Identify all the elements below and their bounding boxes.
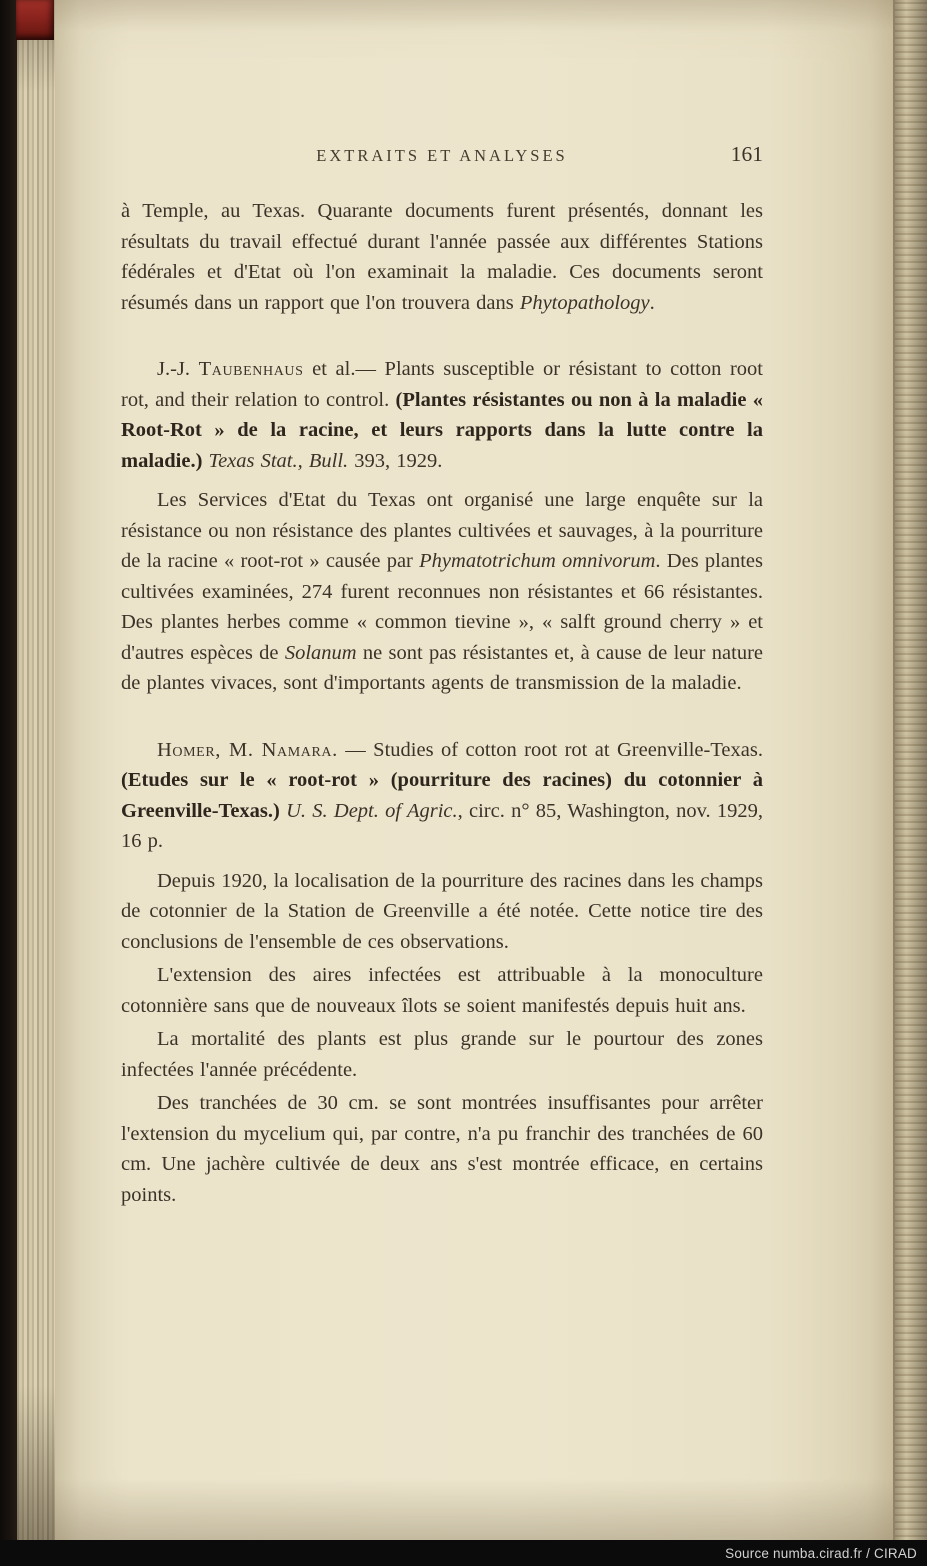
paragraph-continuation bbox=[121, 196, 763, 318]
header-title: EXTRAITS ET ANALYSES bbox=[316, 146, 568, 165]
bibliographic-entry-homer bbox=[121, 735, 763, 857]
text-segment-bold: (Plantes résistantes ou non à la maladie « Root-Rot » de la racine, et leurs rapports dans la lutte contre la maladie.) bbox=[121, 388, 764, 472]
text-segment: et al.— Plants susceptible or résistant to cotton root rot, and their relation to control. bbox=[121, 358, 763, 411]
book-spine bbox=[0, 0, 17, 1566]
paragraph-mortalite bbox=[121, 1024, 763, 1085]
source-attribution: Source numba.cirad.fr / CIRAD bbox=[725, 1545, 917, 1561]
bibliographic-entry-taubenhaus bbox=[121, 354, 763, 476]
text-segment: ne sont pas résistantes et, à cause de leur nature de plantes vivaces, sont d'importants agents de transmission de la maladie. bbox=[121, 641, 763, 694]
text-segment-italic: Phytopathology bbox=[519, 291, 650, 314]
text-segment: — Studies of cotton root rot at Greenville-Texas. bbox=[337, 738, 763, 761]
text-segment: . bbox=[649, 291, 655, 314]
text-segment-smallcaps: Homer, M. Namara. bbox=[157, 738, 338, 761]
red-headband bbox=[16, 0, 54, 40]
running-header bbox=[121, 142, 763, 174]
paragraph-tranchees bbox=[121, 1088, 763, 1210]
text-segment: J.-J. bbox=[157, 358, 199, 380]
left-page-edges bbox=[17, 0, 55, 1540]
text-segment-bold: (Etudes sur le « root-rot » (pourriture des racines) du cotonnier à Greenville-Texas.) bbox=[121, 769, 763, 822]
text-segment-italic: Texas Stat., Bull. bbox=[208, 449, 349, 472]
text-segment-italic: Phymatotrichum omnivorum bbox=[419, 550, 656, 572]
text-segment-italic: U. S. Dept. of Agric. bbox=[286, 799, 458, 822]
text-segment: à Temple, au Texas. Quarante documents furent présentés, donnant les résultats du travail effectué durant l'année passée aux différentes Stations fédérales et d'Etat où l'on examinait la maladie. Ces documents seront résumés dans un rapport que l'on trouvera dans bbox=[121, 200, 763, 314]
paragraph-texas-survey bbox=[121, 485, 763, 699]
text-segment: Les Services d'Etat du Texas ont organisé une large enquête sur la résistance ou non résistance des plantes cultivées et sauvages, à la pourriture de la racine « root-rot » causée par bbox=[121, 489, 763, 572]
text-segment: Depuis 1920, la localisation de la pourriture des racines dans les champs de cotonnier de la Station de Greenville a été notée. Cette notice tire des conclusions de l'ensemble de ces observations. bbox=[121, 869, 763, 953]
text-segment-italic: Solanum bbox=[284, 641, 357, 664]
book-page bbox=[55, 0, 895, 1540]
text-segment: . Des plantes cultivées examinées, 274 furent reconnues non résistantes et 66 résistantes. Des plantes herbes comme « common tievine », « salft ground cherry » et d'autres espèces de bbox=[121, 550, 763, 664]
text-segment: 393, 1929. bbox=[348, 449, 443, 472]
page-number: 161 bbox=[730, 142, 763, 166]
paragraph-extension bbox=[121, 960, 763, 1021]
right-page-edges bbox=[893, 0, 927, 1540]
paragraph-depuis-1920 bbox=[121, 866, 763, 958]
text-segment: , circ. n° 85, Washington, nov. 1929, 16 p. bbox=[121, 799, 763, 852]
text-segment: L'extension des aires infectées est attribuable à la monoculture cotonnière sans que de nouveaux îlots se soient manifestés depuis huit ans. bbox=[121, 964, 763, 1017]
article-body bbox=[121, 196, 763, 1210]
text-block bbox=[121, 0, 763, 1210]
source-bar bbox=[0, 1540, 927, 1566]
text-segment: La mortalité des plants est plus grande sur le pourtour des zones infectées l'année précédente. bbox=[121, 1028, 763, 1081]
text-segment-smallcaps: Taubenhaus bbox=[198, 358, 304, 380]
text-segment: Des tranchées de 30 cm. se sont montrées insuffisantes pour arrêter l'extension du mycelium qui, par contre, n'a pu franchir des tranchées de 60 cm. Une jachère cultivée de deux ans s'est montrée efficace, en certains points. bbox=[121, 1092, 763, 1206]
